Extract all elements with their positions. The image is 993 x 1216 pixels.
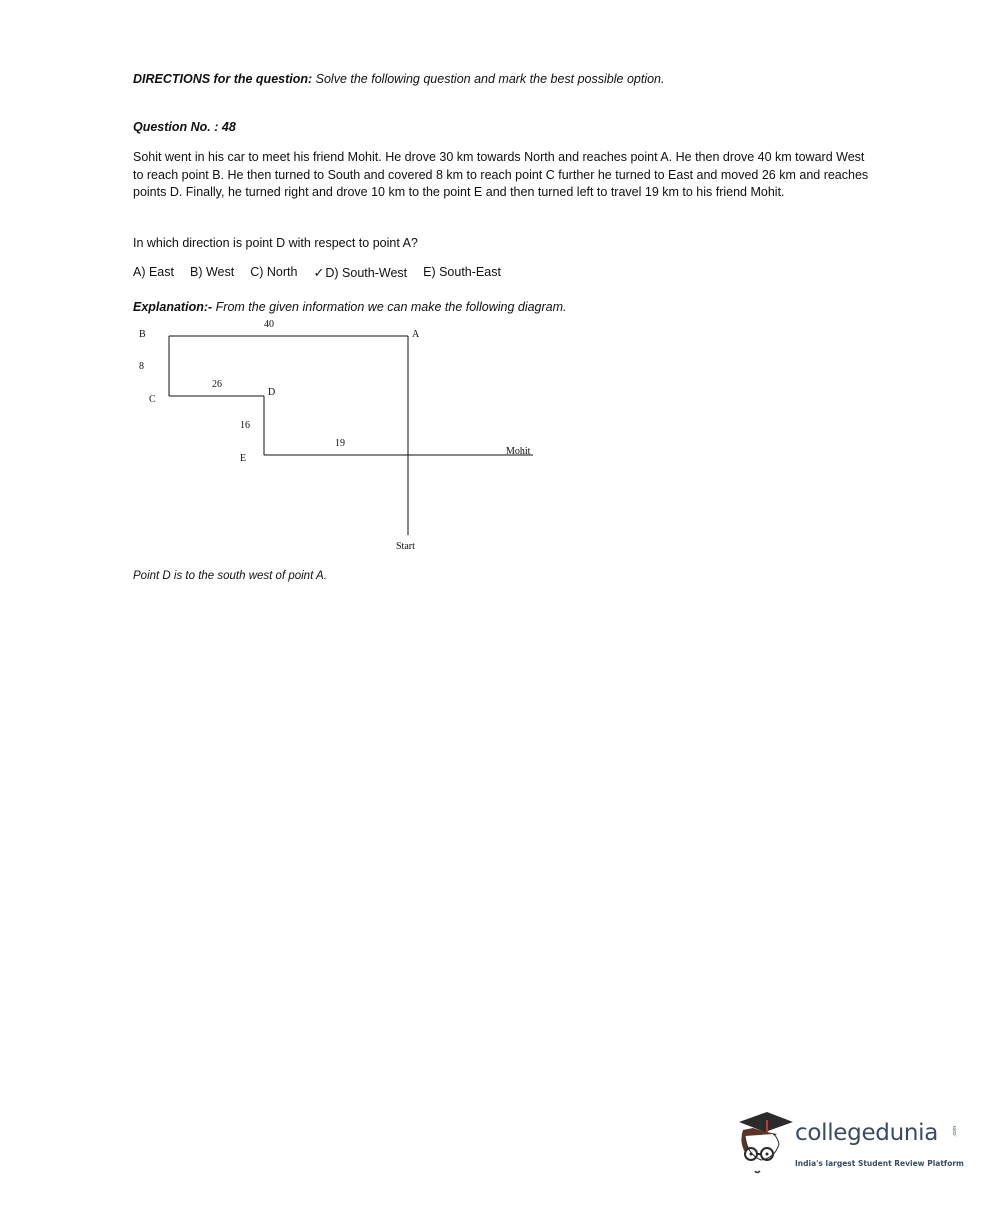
distance-de-label: 16 xyxy=(240,420,250,431)
point-d-label: D xyxy=(268,387,276,398)
point-a-label: A xyxy=(412,329,420,340)
directions-label: DIRECTIONS for the question: xyxy=(133,72,313,86)
option-b: B) West xyxy=(190,265,235,279)
mohit-label: Mohit xyxy=(506,446,531,457)
start-label: Start xyxy=(396,541,415,552)
option-a: A) East xyxy=(133,265,174,279)
explanation-conclusion: Point D is to the south west of point A. xyxy=(133,570,327,582)
question-number: Question No. : 48 xyxy=(133,120,236,134)
check-icon: ✓ xyxy=(313,265,325,280)
logo-wordmark: collegedunia xyxy=(795,1120,939,1146)
directions-text: Solve the following question and mark the best possible option. xyxy=(312,72,665,86)
question-prompt: In which direction is point D with respect to point A? xyxy=(133,236,418,250)
option-d-label: D) South-West xyxy=(325,266,408,280)
logo-tagline: India's largest Student Review Platform xyxy=(795,1159,964,1168)
point-e-label: E xyxy=(240,453,247,464)
point-c-label: C xyxy=(149,394,156,405)
point-b-label: B xyxy=(139,329,146,340)
explanation-text: From the given information we can make the following diagram. xyxy=(212,300,567,314)
distance-e-mohit-label: 19 xyxy=(335,438,345,449)
direction-diagram xyxy=(0,0,993,600)
explanation-label: Explanation:- xyxy=(133,300,213,314)
question-body: Sohit went in his car to meet his friend Mohit. He drove 30 km towards North and reaches point A. He then drove 40 km toward West to reach point B. He then turned to South and covered 8 km to reach point C further he turned to East and moved 26 km and reaches points D. Finally, he turned right and drove 10 km to the point E and then turned left to travel 19 km to his friend Mohit. xyxy=(133,150,869,199)
distance-cd-label: 26 xyxy=(212,379,222,390)
distance-ab-label: 40 xyxy=(264,319,274,330)
distance-bc-label: 8 xyxy=(139,361,144,372)
option-e: E) South-East xyxy=(423,265,501,279)
logo-com: .com xyxy=(952,1126,958,1137)
option-c: C) North xyxy=(250,265,298,279)
